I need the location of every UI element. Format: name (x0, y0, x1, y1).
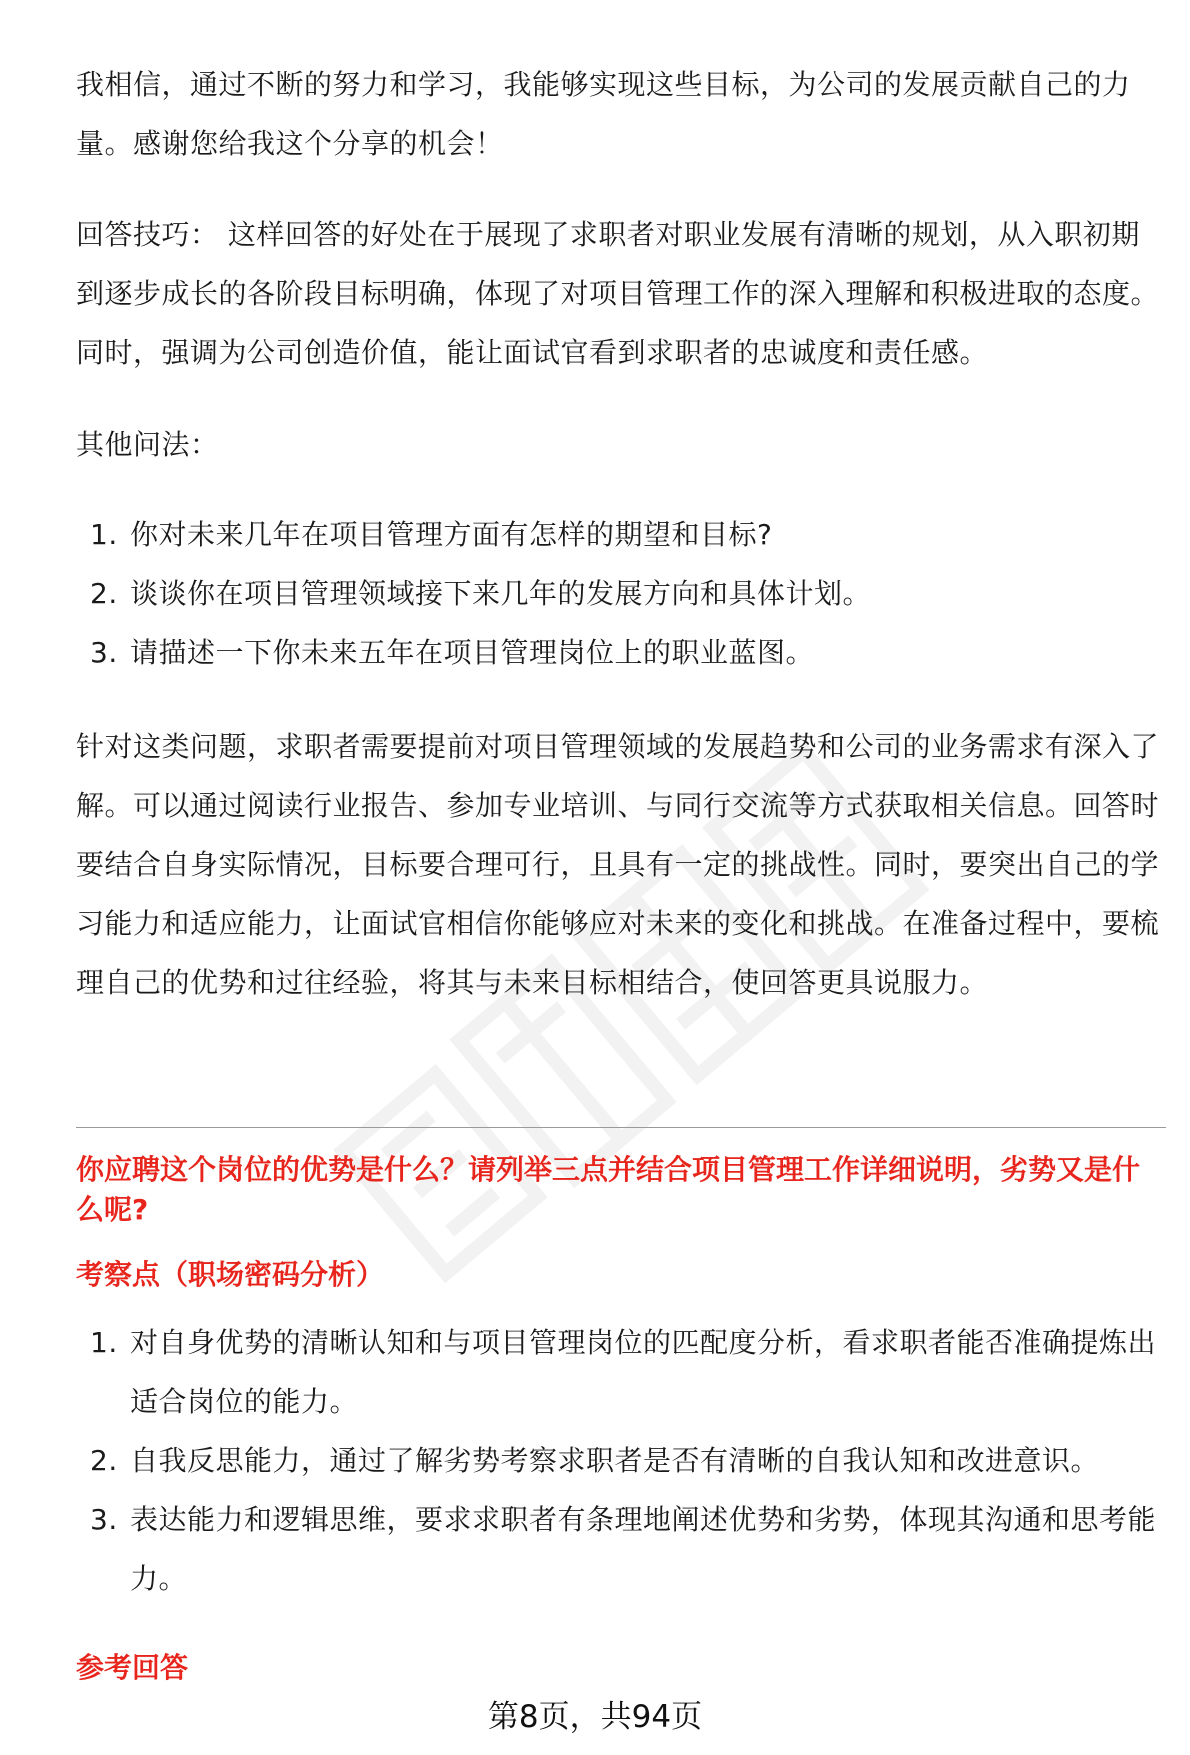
section-divider (76, 1127, 1166, 1128)
question-title: 你应聘这个岗位的优势是什么？请列举三点并结合项目管理工作详细说明，劣势又是什么呢? (76, 1153, 1141, 1226)
list-item-text: 自我反思能力，通过了解劣势考察求职者是否有清晰的自我认知和改进意识。 (130, 1444, 1100, 1477)
list-item (76, 505, 871, 564)
list-item (76, 623, 871, 682)
list-item-text: 表达能力和逻辑思维，要求求职者有条理地阐述优势和劣势，体现其沟通和思考能力。 (130, 1503, 1157, 1595)
list-item (76, 564, 871, 623)
assessment-points-list (76, 1313, 1166, 1608)
list-item (76, 1313, 1166, 1431)
list-item-text: 请描述一下你未来五年在项目管理岗位上的职业蓝图。 (130, 636, 815, 669)
list-item-number: 3. (90, 1503, 118, 1536)
preparation-advice-paragraph: 针对这类问题，求职者需要提前对项目管理领域的发展趋势和公司的业务需求有深入了解。可以通过阅读行业报告、参加专业培训、与同行交流等方式获取相关信息。回答时要结合自身实际情况，目标要合理可行，且具有一定的挑战性。同时，要突出自己的学习能力和适应能力，让面试官相信你能够应对未来的变化和挑战。在准备过程中，要梳理自己的优势和过往经验，将其与未来目标相结合，使回答更具说服力。 (76, 730, 1160, 999)
list-item-text: 对自身优势的清晰认知和与项目管理岗位的匹配度分析，看求职者能否准确提炼出适合岗位的能力。 (130, 1326, 1157, 1418)
list-item-number: 1. (90, 518, 118, 551)
closing-paragraph: 我相信，通过不断的努力和学习，我能够实现这些目标，为公司的发展贡献自己的力量。感谢您给我这个分享的机会！ (76, 68, 1131, 160)
list-item-text: 你对未来几年在项目管理方面有怎样的期望和目标? (130, 518, 773, 551)
list-item-text: 谈谈你在项目管理领域接下来几年的发展方向和具体计划。 (130, 577, 872, 610)
other-asks-label: 其他问法： (76, 428, 219, 461)
list-item (76, 1490, 1166, 1608)
assessment-heading: 考察点（职场密码分析） (76, 1258, 385, 1291)
list-item-number: 3. (90, 636, 118, 669)
other-asks-list (76, 505, 871, 682)
list-item-number: 2. (90, 1444, 118, 1477)
answer-tips-paragraph: 回答技巧： 这样回答的好处在于展现了求职者对职业发展有清晰的规划，从入职初期到逐步成长的各阶段目标明确，体现了对项目管理工作的深入理解和积极进取的态度。同时，强调为公司创造价值，能让面试官看到求职者的忠诚度和责任感。 (76, 218, 1160, 369)
page-number: 第8页，共94页 (487, 1699, 703, 1735)
reference-answer-heading: 参考回答 (76, 1651, 189, 1684)
list-item-number: 1. (90, 1326, 118, 1359)
list-item (76, 1431, 1166, 1490)
list-item-number: 2. (90, 577, 118, 610)
